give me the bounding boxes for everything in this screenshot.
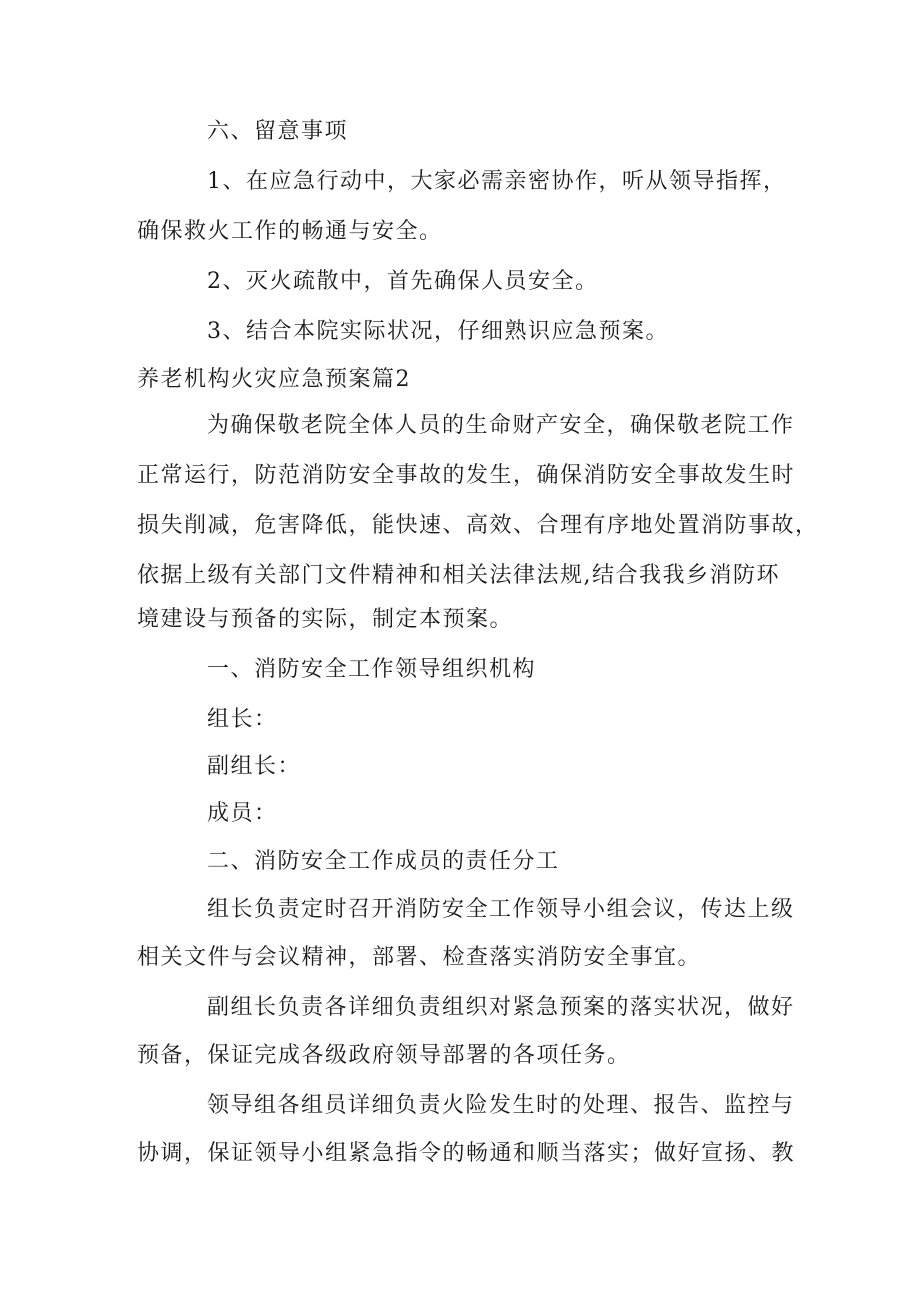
field-label-deputy-leader: 副组长： bbox=[207, 754, 302, 779]
paragraph-line: 副组长负责各详细负责组织对紧急预案的落实状况，做好 bbox=[207, 995, 795, 1020]
paragraph-line: 境建设与预备的实际，制定本预案。 bbox=[137, 607, 514, 632]
paragraph-line: 预备，保证完成各级政府领导部署的各项任务。 bbox=[137, 1043, 631, 1068]
section-heading-notes: 六、留意事项 bbox=[207, 119, 349, 144]
paragraph-line: 为确保敬老院全体人员的生命财产安全，确保敬老院工作 bbox=[207, 413, 795, 438]
paragraph-line: 协调，保证领导小组紧急指令的畅通和顺当落实；做好宣扬、教 bbox=[137, 1141, 796, 1166]
section-heading-organization: 一、消防安全工作领导组织机构 bbox=[207, 657, 537, 682]
paragraph-line: 确保救火工作的畅通与安全。 bbox=[137, 219, 443, 244]
paragraph-line: 1、在应急行动中，大家必需亲密协作，听从领导指挥， bbox=[207, 169, 787, 194]
paragraph-line: 相关文件与会议精神，部署、检查落实消防安全事宜。 bbox=[137, 945, 702, 970]
paragraph-line: 领导组各组员详细负责火险发生时的处理、报告、监控与 bbox=[207, 1093, 795, 1118]
paragraph-line: 损失削减，危害降低，能快速、高效、合理有序地处置消防事故， bbox=[137, 513, 819, 538]
paragraph-line: 依据上级有关部门文件精神和相关法律法规,结合我我乡消防环 bbox=[137, 563, 780, 588]
field-label-members: 成员： bbox=[207, 801, 278, 826]
paragraph-line: 2、灭火疏散中，首先确保人员安全。 bbox=[207, 269, 599, 294]
paragraph-line: 3、结合本院实际状况，仔细熟识应急预案。 bbox=[207, 319, 669, 344]
paragraph-line: 正常运行，防范消防安全事故的发生，确保消防安全事故发生时 bbox=[137, 463, 796, 488]
document-title: 养老机构火灾应急预案篇2 bbox=[137, 367, 411, 392]
field-label-leader: 组长： bbox=[207, 707, 278, 732]
paragraph-line: 组长负责定时召开消防安全工作领导小组会议，传达上级 bbox=[207, 897, 795, 922]
section-heading-responsibilities: 二、消防安全工作成员的责任分工 bbox=[207, 849, 560, 874]
